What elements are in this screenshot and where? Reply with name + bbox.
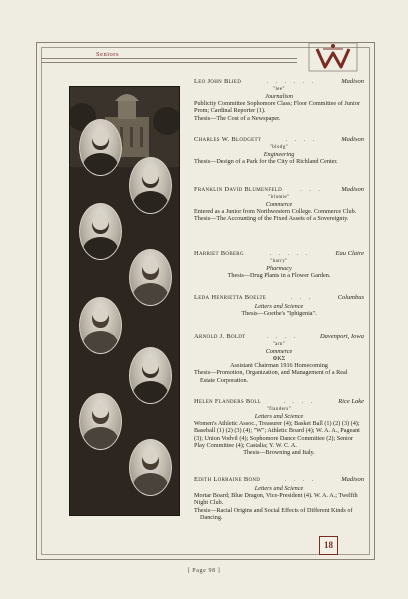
entry-town: Davenport, Iowa <box>319 333 364 340</box>
entry-boelte: Leda Henrietta Boelte . . . Columbus Letters and Science Thesis—Goethe's "Iphigenia". <box>194 294 364 317</box>
entry-course: Commerce <box>265 348 293 355</box>
portrait-strip <box>69 86 180 516</box>
entry-thesis: Thesis—Browning and Italy. <box>243 449 315 457</box>
entry-town: Madison <box>341 78 364 85</box>
entry-thesis: Thesis—Promotion, Organization, and Management of a Real Estate Corporation. <box>194 369 348 384</box>
entry-greek-letters: ΦΚΣ <box>272 355 286 362</box>
portrait-boelte <box>79 297 122 354</box>
entry-thesis: Thesis—The Cost of a Newspaper. <box>194 114 281 122</box>
section-number-badge: 18 <box>319 536 338 555</box>
entry-town: Madison <box>341 476 364 483</box>
entry-nickname: "lee" <box>272 87 285 92</box>
entry-town: Madison <box>341 186 364 193</box>
entry-course: Journalism <box>265 93 293 100</box>
entry-boldt: Arnold J. Boldt . . . . Davenport, Iowa "arn" Commerce ΦΚΣ Assistant Chairman 1916 Homecoming Thesis—Promotion, Organization, and Management of a Real Estate Corporation. <box>194 333 364 384</box>
entry-town: Eau Claire <box>335 250 364 257</box>
section-label: Seniors <box>93 51 122 58</box>
entry-blodgett: Charles W. Blodgett . . . . Madison "blodg" Engineering Thesis—Design of a Park for the City of Richland Center. <box>194 136 364 165</box>
entry-town: Madison <box>341 136 364 143</box>
entry-thesis: Thesis—Design of a Park for the City of Richland Center. <box>194 158 338 165</box>
entry-name: Leda Henrietta Boelte <box>194 294 267 301</box>
entry-name: Arnold J. Boldt <box>194 333 246 340</box>
entry-thesis: Thesis—The Accounting of the Fixed Assets of a Sovereignty. <box>194 215 349 223</box>
w-monogram-icon <box>303 40 363 74</box>
entry-course: Engineering <box>263 151 295 158</box>
entry-name: Edith Lorraine Bond <box>194 476 261 483</box>
portrait-blodgett <box>129 157 172 214</box>
entry-details: Mortar Board; Blue Dragon, Vice-President (4). W. A. A.; Twelfth Night Club. <box>194 492 358 507</box>
entry-name: Franklin David Blumenfeld <box>194 186 283 193</box>
entry-boll: Helen Flanders Boll . . . . Rice Lake "flanders" Letters and Science Women's Athletic Assoc., Treasurer (4); Basket Ball (1) (2) (3) (4); Baseball (1) (2) (3) (4); "W"; Athletic Board (4); W. A. A., Pageant (3); Union Vodvil (4); Sophomore Dance Committee (2); Senior Play Committee (4); Castalia; Y. W. C. A. Thesis—Browning and Italy. <box>194 398 364 457</box>
entry-details: Women's Athletic Assoc., Treasurer (4); Basket Ball (1) (2) (3) (4); Baseball (1) (2) (3) (4); "W"; Athletic Board (4); W. A. A., Pageant (3); Union Vodvil (4); Sophomore Dance Committee (2); Senior Play Committee (4); Castalia; Y. W. C. A. <box>194 420 360 449</box>
entry-details: Assistant Chairman 1916 Homecoming <box>230 362 328 369</box>
portrait-blied <box>79 119 122 176</box>
entry-blumenfeld: Franklin David Blumenfeld . . . Madison "blumie" Commerce Entered as a Junior from Northwestern College. Commerce Club. Thesis—The Accounting of the Fixed Assets of a Sovereignty. <box>194 186 364 223</box>
entry-thesis: Thesis—Racial Origins and Social Effects of Different Kinds of Dancing. <box>194 506 353 521</box>
entry-town: Columbus <box>337 294 364 301</box>
entry-name: Charles W. Blodgett <box>194 136 262 143</box>
entry-nickname: "harry" <box>270 259 288 264</box>
header-rule <box>41 58 297 63</box>
entry-thesis: Thesis—Drug Plants in a Flower Garden. <box>227 272 331 279</box>
entry-nickname: "arn" <box>272 342 286 347</box>
entry-course: Letters and Science <box>254 413 304 420</box>
entry-nickname: "flanders" <box>266 407 292 412</box>
entry-nickname: "blumie" <box>268 195 290 200</box>
portrait-boberg <box>129 249 172 306</box>
portrait-boldt <box>129 347 172 404</box>
entry-thesis: Thesis—Goethe's "Iphigenia". <box>241 310 317 317</box>
entry-bond: Edith Lorraine Bond . . . . Madison Letters and Science Mortar Board; Blue Dragon, Vice-President (4). W. A. A.; Twelfth Night Club. Thesis—Racial Origins and Social Effects of Different Kinds of Dancing. <box>194 476 364 521</box>
portrait-bond <box>129 439 172 496</box>
entry-town: Rice Lake <box>338 398 364 405</box>
entry-course: Commerce <box>265 201 293 208</box>
entry-name: Leo John Blied <box>194 78 242 85</box>
entry-details: Publicity Committee Sophomore Class; Floor Committee of Junior Prom; Cardinal Reporter (1). <box>194 100 360 115</box>
portrait-blumenfeld <box>79 203 122 260</box>
entry-course: Letters and Science <box>254 485 304 492</box>
entry-course: Letters and Science <box>254 303 304 310</box>
entry-boberg: Harriet Boberg . . . . . Eau Claire "harry" Pharmacy Thesis—Drug Plants in a Flower Garden. <box>194 250 364 279</box>
entry-name: Harriet Boberg <box>194 250 244 257</box>
entry-course: Pharmacy <box>266 265 292 272</box>
entry-nickname: "blodg" <box>269 145 289 150</box>
entry-name: Helen Flanders Boll <box>194 398 262 405</box>
page-number: [ Page 98 ] <box>187 568 221 574</box>
portrait-boll <box>79 393 122 450</box>
entry-blied: Leo John Blied . . . . . . Madison "lee" Journalism Publicity Committee Sophomore Class; Floor Committee of Junior Prom; Cardinal Reporter (1). Thesis—The Cost of a Newspaper. <box>194 78 364 122</box>
entry-details: Entered as a Junior from Northwestern College. Commerce Club. <box>194 208 357 215</box>
